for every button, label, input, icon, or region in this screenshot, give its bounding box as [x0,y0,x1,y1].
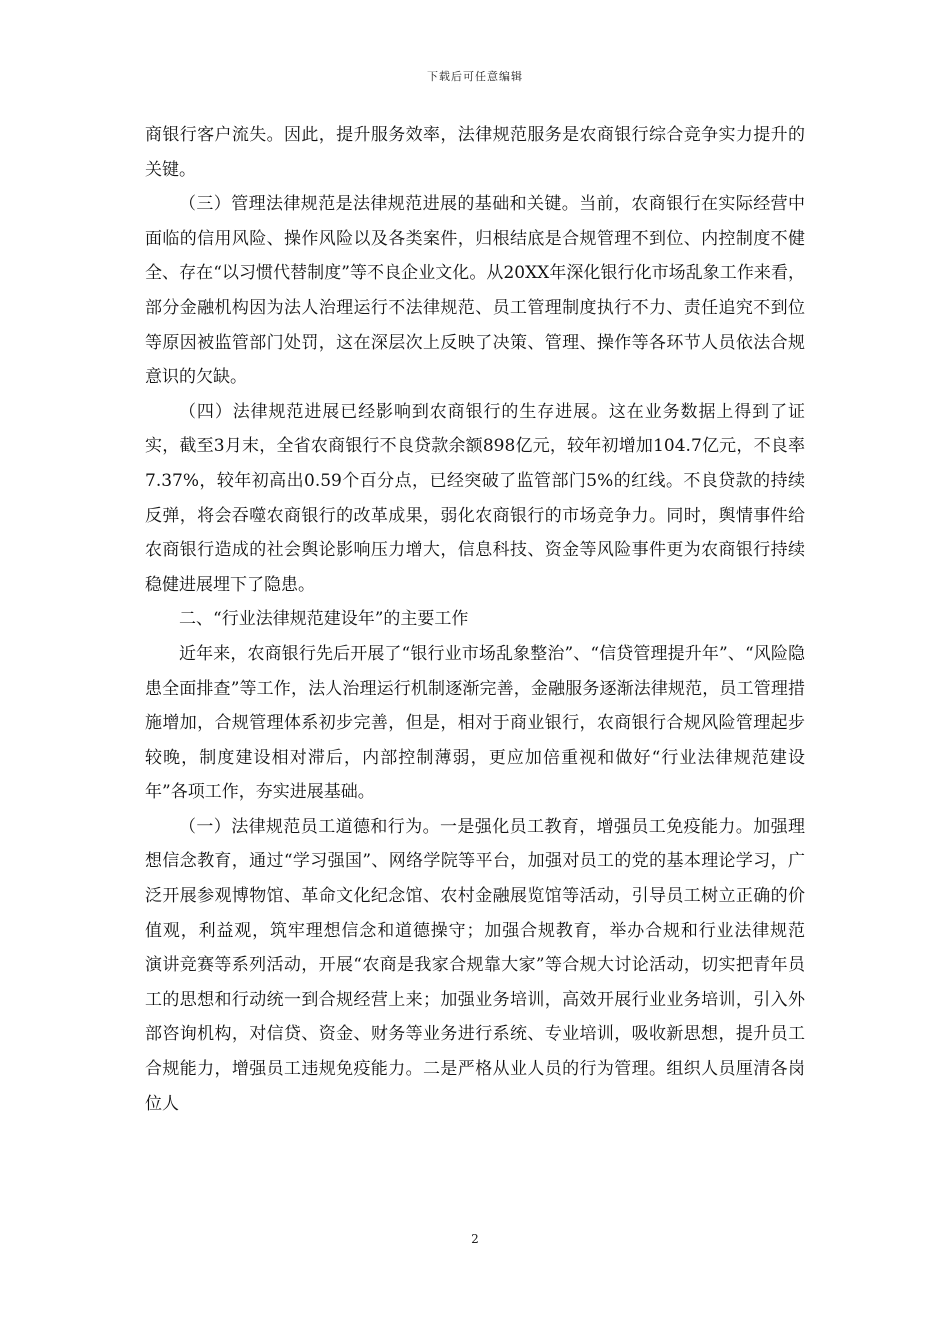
page-number: 2 [471,1232,479,1246]
paragraph-section-four: （四）法律规范进展已经影响到农商银行的生存进展。这在业务数据上得到了证实，截至3月末，全省农商银行不良贷款余额898亿元，较年初增加104.7亿元，不良率7.37%，较年初高出0.59个百分点，已经突破了监管部门5%的红线。不良贷款的持续反弹，将会吞噬农商银行的改革成果，弱化农商银行的市场竞争力。同时，舆情事件给农商银行造成的社会舆论影响压力增大，信息科技、资金等风险事件更为农商银行持续稳健进展埋下了隐患。 [145,401,805,595]
paragraph-continuation: 商银行客户流失。因此，提升服务效率，法律规范服务是农商银行综合竞争实力提升的关键。 [145,125,805,180]
section-heading-main-work: 二、“行业法律规范建设年”的主要工作 [179,609,469,630]
document-body [145,118,839,1121]
paragraph-employee-conduct: （一）法律规范员工道德和行为。一是强化员工教育，增强员工免疫能力。加强理想信念教育，通过“学习强国”、网络学院等平台，加强对员工的党的基本理论学习，广泛开展参观博物馆、革命文化纪念馆、农村金融展览馆等活动，引导员工树立正确的价值观，利益观，筑牢理想信念和道德操守；加强合规教育，举办合规和行业法律规范 演讲竞赛等系列活动，开展“农商是我家合规靠大家”等合规大讨论活动，切实把青年员工的思想和行动统一到合规经营上来；加强业务培训，高效开展行业业务培训，引入外部咨询机构，对信贷、资金、财务等业务进行系统、专业培训，吸收新思想，提升员工合规能力，增强员工违规免疫能力。二是严格从业人员的行为管理。组织人员厘清各岗位人 [145,816,839,1114]
page-header: 下载后可任意编辑 [427,70,523,83]
paragraph-section-three: （三）管理法律规范是法律规范进展的基础和关键。当前，农商银行在实际经营中面临的信用风险、操作风险以及各类案件，归根结底是合规管理不到位、内控制度不健全、存在“以习惯代替制度”等不良企业文化。从20XX年深化银行化市场乱象工作来看，部分金融机构因为法人治理运行不法律规范、员工管理制度执行不力、责任追究不到位等原因被监管部门处罚，这在深层次上反映了决策、管理、操作等各环节人员依法合规意识的欠缺。 [145,194,805,388]
paragraph-recent-years: 近年来，农商银行先后开展了“银行业市场乱象整治”、“信贷管理提升年”、“风险隐患全面排查”等工作，法人治理运行机制逐渐完善，金融服务逐渐法律规范，员工管理措施增加，合规管理体系初步完善，但是，相对于商业银行，农商银行合规风险管理起步较晚，制度建设相对滞后，内部控制薄弱，更应加倍重视和做好“行业法律规范建设年”各项工作，夯实进展基础。 [145,643,805,803]
